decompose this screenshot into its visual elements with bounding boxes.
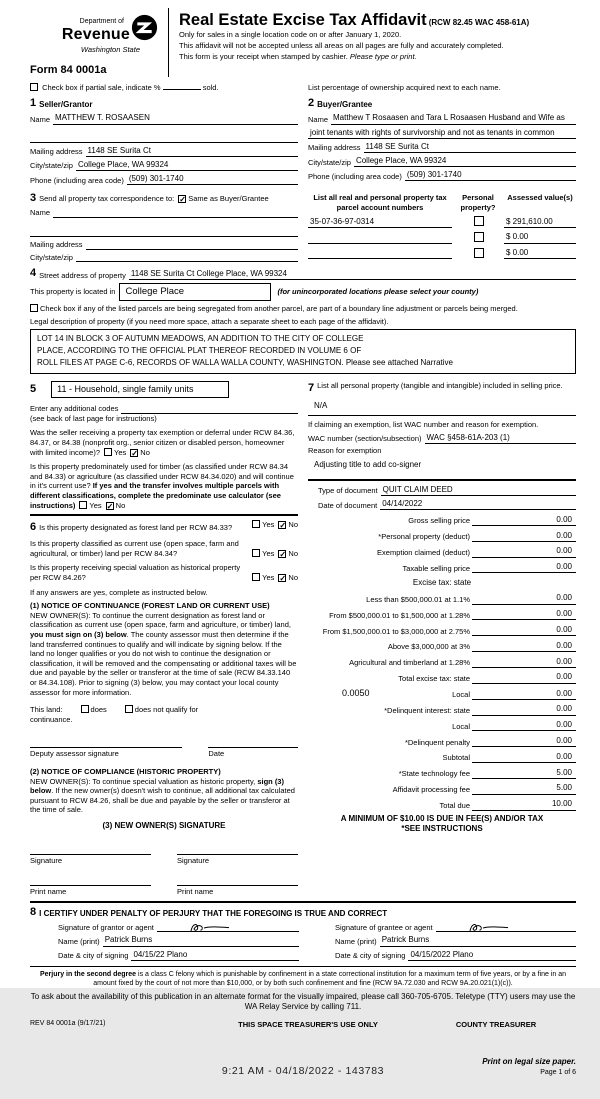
exemption-no-checkbox[interactable]: ✓ <box>131 448 138 458</box>
owner-printname-field[interactable] <box>30 876 151 886</box>
agricultural-field[interactable]: 0.00 <box>472 657 576 668</box>
timber-no-checkbox[interactable]: ✓ <box>106 501 114 511</box>
deputy-signature-field[interactable] <box>30 738 182 748</box>
location-select[interactable]: College Place <box>119 283 271 301</box>
grantor-signature-field[interactable] <box>157 922 299 932</box>
land-does-checkbox[interactable] <box>81 705 89 713</box>
money-row: Gross selling price 0.00 <box>308 515 576 526</box>
section-land-designation: 6 Is this property designated as forest land per RCW 84.33? Yes ✓ No Is this property classified as current use (open space, farm and agricultural, or timber) land per RCW 84.34? Yes ✓ No Is this property receiving special valuation as historical property per RCW 84.26? Yes ✓ No If any answers are yes, complete as instructed below. (1) NOTICE OF CONTINUANCE (FOREST LAND OR CURRENT USE) NEW OWNER(S): To continue the current designation as forest land or classification as current use (open space, farm and agriculture, or timber) land, you must sign on (3) below. The county assessor must then determine if the land transferred continues to qualify and will indicate by signing below. If the land no longer qualifies or you do not wish to continue the designation or classification, it will be removed and the compensating or additional taxes will be due and payable by the seller or transferor at the time of sale (RCW 84.33.140 or 84.34.108). Prior to signing (3) below, you may contact your local county assessor for more information. This land: does does not qualify for continuance. Deputy assessor signature Date (2) NOTICE OF COMPLIANCE (HISTORIC PROPERTY) NEW OWNER(S): To continue special valuation as historic property, sign (3) below. If the new owner(s) doesn't wish to continue, all additional tax calculated pursuant to RCW 84.26, shall be due and payable by the seller or transferor at the time of sale. (3) NEW OWNER(S) SIGNATURE Signature Signature Print name Print name <box>30 520 298 896</box>
grantee-printname-field[interactable]: Patrick Burns <box>380 935 576 946</box>
buyer-phone-field[interactable]: (509) 301-1740 <box>405 170 576 181</box>
seller-phone-field[interactable]: (509) 301-1740 <box>127 174 298 185</box>
document-date-field[interactable]: 04/14/2022 <box>380 499 576 510</box>
tier3-field[interactable]: 0.00 <box>472 625 576 636</box>
total-excise-state-field[interactable]: 0.00 <box>472 672 576 683</box>
deputy-date-field[interactable] <box>208 738 298 748</box>
money-row: Less than $500,000.01 at 1.1% 0.00 <box>308 593 576 604</box>
minimum-due-note: A MINIMUM OF $10.00 IS DUE IN FEE(S) AND/OR TAX <box>340 813 544 823</box>
page-title: Real Estate Excise Tax Affidavit <box>179 11 427 29</box>
forest-yes-checkbox[interactable] <box>252 520 260 528</box>
money-row: From $1,500,000.01 to $3,000,000 at 2.75% 0.00 <box>308 625 576 636</box>
tier4-field[interactable]: 0.00 <box>472 641 576 652</box>
legal-description-box[interactable]: LOT 14 IN BLOCK 3 OF AUTUMN MEADOWS, AN ADDITION TO THE CITY OF COLLEGE PLACE, ACCORDING TO THE OFFICIAL PLAT THEREOF RECORDED IN VOLUME 6 OF ROLL FILES AT PAGE C-6, RECORDS OF WALLA WALLA COUNTY, WASHINGTON. Please see attached Narrative <box>30 329 576 374</box>
revenue-wordmark: Revenue <box>61 25 130 43</box>
money-row: Affidavit processing fee 5.00 <box>308 783 576 794</box>
assessed-value-field[interactable]: $ 0.00 <box>504 248 576 259</box>
section-seller: 1 Seller/Grantor Name MATTHEW T. ROSAASEN Mailing address 1148 SE Surita Ct City/state/zip College Place, WA 99324 Phone (including area code) (509) 301-1740 <box>30 96 298 185</box>
grantor-date-field[interactable]: 04/15/22 Plano <box>131 950 299 961</box>
signature-glyph <box>189 922 233 933</box>
timber-question: Is this property predominately used for timber (as classified under RCW 84.34 and 84.33) or agriculture (as classified under RCW 84.34.020) and will continue in it's current use? If yes and the transfer involves multiple parcels with different classifications, complete the predominate use calculator (see instructions) Yes ✓ No <box>30 462 294 511</box>
county-treasurer-label: COUNTY TREASURER <box>455 1019 537 1029</box>
land-qualify-row: This land: does does not qualify for <box>30 705 199 715</box>
correspondence-city-field[interactable] <box>76 253 298 262</box>
additional-codes-field[interactable] <box>121 405 298 414</box>
delinquent-interest-local-field[interactable]: 0.00 <box>472 720 576 731</box>
affidavit-processing-fee-field[interactable]: 5.00 <box>472 783 576 794</box>
parcel-number-field[interactable] <box>308 249 452 259</box>
gross-selling-price-field[interactable]: 0.00 <box>472 515 576 526</box>
form-number: Form 84 0001a <box>30 63 107 76</box>
buyer-name2-field[interactable]: joint tenants with rights of survivorship and not as tenants in common <box>308 128 576 139</box>
state-technology-fee-field[interactable]: 5.00 <box>472 768 576 779</box>
section-property: 4 Street address of property 1148 SE Surita Ct College Place, WA 99324 This property is located in College Place (for unincorporated locations please select your county) Check box if any of the listed parcels are being segregated from another parcel, are part of a boundary line adjustment or parcels being merged. Legal description of property (if you need more space, attach a separate sheet to each page of the affidavit). LOT 14 IN BLOCK 3 OF AUTUMN MEADOWS, AN ADDITION TO THE CITY OF COLLEGE PLACE, ACCORDING TO THE OFFICIAL PLAT THEREOF RECORDED IN VOLUME 6 OF ROLL FILES AT PAGE C-6, RECORDS OF WALLA WALLA COUNTY, WASHINGTON. Please see attached Narrative <box>30 266 576 374</box>
land-use-code-select[interactable]: 11 - Household, single family units <box>51 381 229 399</box>
money-row: Total due 10.00 <box>308 799 576 810</box>
signature-glyph <box>468 922 512 933</box>
certify-heading: 8 I CERTIFY UNDER PENALTY OF PERJURY THAT THE FOREGOING IS TRUE AND CORRECT <box>30 906 388 919</box>
subtitle-line2: This affidavit will not be accepted unless all areas on all pages are fully and accurately completed. <box>179 40 504 50</box>
agency-logo-block <box>30 8 162 77</box>
parcel-number-field[interactable]: 35-07-36-97-0314 <box>308 217 452 228</box>
new-owners-signature-title: (3) NEW OWNER(S) SIGNATURE <box>102 820 226 830</box>
partial-sale-row <box>30 83 576 93</box>
delinquent-penalty-field[interactable]: 0.00 <box>472 736 576 747</box>
title-block <box>168 8 576 77</box>
treasurer-band <box>30 1020 576 1030</box>
seller-name-field[interactable]: MATTHEW T. ROSAASEN <box>53 113 298 124</box>
buyer-name-field[interactable]: Matthew T Rosaasen and Tara L Rosaasen Husband and Wife as <box>331 113 576 124</box>
local-rate: 0.0050 <box>342 688 370 699</box>
see-instructions-note: *SEE INSTRUCTIONS <box>401 823 483 833</box>
deputy-assessor-row: Deputy assessor signature Date <box>30 738 298 759</box>
current-use-no-checkbox[interactable]: ✓ <box>279 549 287 559</box>
title-rcw-citation: (RCW 82.45 WAC 458-61A) <box>428 18 530 27</box>
exemption-yes-checkbox[interactable] <box>104 448 112 456</box>
buyer-title: Buyer/Grantee <box>317 100 373 110</box>
seller-name2-field[interactable] <box>30 134 298 143</box>
section-personal-property: 7 List all personal property (tangible and intangible) included in selling price. N/A If claiming an exemption, list WAC number and reason for exemption. WAC number (section/subsection) WAC §458-61A-203 (1) Reason for exemption Adjusting title to add co-signer <box>308 381 576 481</box>
historical-yes-checkbox[interactable] <box>252 573 260 581</box>
legal-description-label: Legal description of property (if you need more space, attach a separate sheet to each page of the affidavit). <box>30 316 389 326</box>
section-excise-tax: Type of document QUIT CLAIM DEED Date of document 04/14/2022 Gross selling price 0.00 *Personal property (deduct) 0.00 Exemption claimed (deduct) 0.00 Taxable selling price 0.00 Excise tax: state Less than $500,000.01 at 1.1% 0.00 From $500,000.01 to $1,500,000 at 1.28% 0.00 From $1,500,000.01 to $3,000,000 at 2.75% 0.00 Above $3,000,000 at 3% 0.00 Agricultural and timberland at 1.28% 0.00 Total excise tax: state 0.00 0.0050 Local 0.00 *Delinquent interest: state 0.00 Local 0.00 *Delinquent penalty 0.00 Subtotal 0.00 *State technology fee 5.00 Affidavit processing fee 5.00 Total due 10.00 A MINIMUM OF $10.00 IS DUE IN FEE(S) AND/OR TAX *SEE INSTRUCTIONS <box>308 485 576 834</box>
notice-continuance-body: NEW OWNER(S): To continue the current designation as forest land or classification as current use (open space, farm and agriculture, or timber) land, you must sign on (3) below. The county assessor must then determine if the land transferred continues to qualify and will indicate by signing below. If the land no longer qualifies or you do not wish to continue the designation or classification, it will be removed and the compensating or additional taxes will be due and payable by the seller or transferor at the time of sale (RCW 84.33.140 or 84.34.108). Prior to signing (3) below, you may contact your local county assessor for more information. <box>30 610 297 697</box>
personal-property-checkbox[interactable] <box>474 248 484 258</box>
washington-state-label: Washington State <box>80 44 140 54</box>
unincorporated-note: (for unincorporated locations please select your county) <box>277 287 479 297</box>
parcel-table <box>308 189 576 262</box>
same-as-buyer-checkbox[interactable]: ✓ <box>179 195 186 205</box>
section-signatures: Signature of grantor or agent Name (print) Patrick Burns Date & city of signing 04/15/22 Plano Signature of grantee or agent Name (print) Patrick Burns Date & city of signing 04/15/2022 Plano <box>30 919 576 960</box>
assessed-value-field[interactable]: $ 291,610.00 <box>504 217 576 228</box>
owner-printname-field[interactable] <box>177 876 298 886</box>
money-row: *Delinquent interest: state 0.00 <box>308 704 576 715</box>
ownership-note: List percentage of ownership acquired next to each name. <box>308 82 501 92</box>
tty-notice: To ask about the availability of this publication in an alternate format for the visually impaired, please call 360-705-6705. Teletype (TTY) users may use the WA Relay Service by calling 711. <box>30 991 576 1012</box>
buyer-city-field[interactable]: College Place, WA 99324 <box>354 156 576 167</box>
money-row: *State technology fee 5.00 <box>308 768 576 779</box>
parcel-row <box>308 216 576 228</box>
segregated-label: Check box if any of the listed parcels are being segregated from another parcel, are part of a boundary line adjustment or parcels being merged. <box>40 304 518 314</box>
exemption-reason-value[interactable]: Adjusting title to add co-signer <box>314 460 422 470</box>
money-row: *Delinquent penalty 0.00 <box>308 736 576 747</box>
money-row: *Personal property (deduct) 0.00 <box>308 531 576 542</box>
section-buyer: 2 Buyer/Grantee Name Matthew T Rosaasen and Tara L Rosaasen Husband and Wife as joint tenants with rights of survivorship and not as tenants in common Mailing address 1148 SE Surita Ct City/state/zip College Place, WA 99324 Phone (including area code) (509) 301-1740 <box>308 96 576 185</box>
print-note: Print on legal size paper. <box>482 1057 576 1067</box>
same-as-buyer-label: Same as Buyer/Grantee <box>188 194 269 204</box>
money-row: Agricultural and timberland at 1.28% 0.00 <box>308 657 576 668</box>
local-tax-field[interactable]: 0.00 <box>472 689 576 700</box>
grantee-signature-field[interactable] <box>436 922 576 932</box>
owner-signature-row: Signature Signature <box>30 845 298 866</box>
sold-label: sold. <box>202 82 219 92</box>
revenue-logo-icon <box>131 14 158 44</box>
page-indicator: Page 1 of 6 <box>540 1069 576 1077</box>
tier1-field[interactable]: 0.00 <box>472 593 576 604</box>
partial-sale-checkbox[interactable] <box>30 83 38 91</box>
notice-compliance-body: NEW OWNER(S): To continue special valuation as historic property, sign (3) below. If the new owner(s) doesn't wish to continue, all additional tax calculated pursuant to RCW 84.26, shall be due and payable by the seller or transferor at the time of sale. <box>30 776 295 815</box>
correspondence-name2-field[interactable] <box>30 228 298 237</box>
money-row: Subtotal 0.00 <box>308 752 576 763</box>
dept-of-label: Department of <box>79 18 124 25</box>
notice-compliance-title: (2) NOTICE OF COMPLIANCE (HISTORIC PROPERTY) <box>30 766 221 776</box>
tier2-field[interactable]: 0.00 <box>472 609 576 620</box>
assessed-value-col-header: Assessed value(s) <box>507 193 573 203</box>
assessed-value-field[interactable]: $ 0.00 <box>504 232 576 243</box>
seller-city-field[interactable]: College Place, WA 99324 <box>76 160 298 171</box>
seller-title: Seller/Grantor <box>39 100 93 110</box>
taxable-selling-price-field[interactable]: 0.00 <box>472 562 576 573</box>
timber-yes-checkbox[interactable] <box>79 501 87 509</box>
historical-no-checkbox[interactable]: ✓ <box>279 574 287 583</box>
land-does-not-checkbox[interactable] <box>125 705 133 713</box>
money-row: Local 0.00 <box>308 720 576 731</box>
parcel-row <box>308 248 576 260</box>
grantee-date-field[interactable]: 04/15/2022 Plano <box>408 950 576 961</box>
street-address-field[interactable]: 1148 SE Surita Ct College Place, WA 99324 <box>129 269 576 280</box>
section-correspondence: 3 Send all property tax correspondence to: ✓ Same as Buyer/Grantee Name Mailing address City/state/zip <box>30 189 298 262</box>
personal-property-deduct-field[interactable]: 0.00 <box>472 531 576 542</box>
rev-number: REV 84 0001a (9/17/21) <box>30 1019 106 1027</box>
correspondence-name-field[interactable] <box>53 209 298 218</box>
subtitle-line3: This form is your receipt when stamped by cashier. Please type or print. <box>179 51 417 61</box>
exemption-claimed-field[interactable]: 0.00 <box>472 546 576 557</box>
seller-mailing-field[interactable]: 1148 SE Surita Ct <box>86 146 298 157</box>
money-row: From $500,000.01 to $1,500,000 at 1.28% 0.00 <box>308 609 576 620</box>
perjury-notice: Perjury in the second degree is a class C felony which is punishable by confinement in a state correctional institution for a maximum term of five years, or by a fine in an amount fixed by the court of not more than $10,000, or by both such confinement and fine (RCW 9A.72.030 and RCW 9A.20.021(1)(c)). <box>39 970 566 988</box>
excise-state-header: Excise tax: state <box>412 578 472 588</box>
parcel-row <box>308 232 576 244</box>
parcel-col-header: List all real and personal property tax parcel account numbers <box>313 193 447 212</box>
partial-sale-label: Check box if partial sale, indicate % <box>42 82 161 92</box>
money-row: Taxable selling price 0.00 <box>308 562 576 573</box>
money-row: Above $3,000,000 at 3% 0.00 <box>308 641 576 652</box>
owner-signature-field[interactable] <box>177 845 298 855</box>
personal-property-checkbox[interactable] <box>474 232 484 242</box>
correspondence-mailing-field[interactable] <box>86 241 298 250</box>
owner-signature-field[interactable] <box>30 845 151 855</box>
section-use-code: 5 11 - Household, single family units Enter any additional codes (see back of last page for instructions) Was the seller receiving a property tax exemption or deferral under RCW 84.36, 84.37, or 84.38 (nonprofit org., senior citizen or disabled person, homeowner with limited income)? Yes ✓ No Is this property predominately used for timber (as classified under RCW 84.34 and 84.33) or agriculture (as classified under RCW 84.34.020) and will continue in it's current use? If yes and the transfer involves multiple parcels with different classifications, complete the predominate use calculator (see instructions) Yes ✓ No <box>30 381 298 510</box>
subtotal-field[interactable]: 0.00 <box>472 752 576 763</box>
stamp-band <box>30 1053 576 1099</box>
grantor-printname-field[interactable]: Patrick Burns <box>103 935 299 946</box>
exemption-note: If claiming an exemption, list WAC number and reason for exemption. <box>308 420 539 429</box>
money-row: Exemption claimed (deduct) 0.00 <box>308 546 576 557</box>
treasurer-space-label: THIS SPACE TREASURER'S USE ONLY <box>238 1019 378 1029</box>
percent-sold-field[interactable] <box>163 89 201 90</box>
document-type-field[interactable]: QUIT CLAIM DEED <box>381 485 576 496</box>
notice-continuance-title: (1) NOTICE OF CONTINUANCE (FOREST LAND OR CURRENT USE) <box>30 601 270 611</box>
delinquent-interest-state-field[interactable]: 0.00 <box>472 704 576 715</box>
segregated-checkbox[interactable] <box>30 304 38 312</box>
forest-no-checkbox[interactable]: ✓ <box>279 521 287 531</box>
owner-printname-row: Print name Print name <box>30 876 298 897</box>
personal-property-col-header: Personal property? <box>460 193 496 212</box>
personal-property-checkbox[interactable] <box>474 216 484 226</box>
subtitle-line1: Only for sales in a single location code on or after January 1, 2020. <box>179 30 402 40</box>
personal-property-label: List all personal property (tangible and intangible) included in selling price. <box>317 380 563 390</box>
exemption-question: Was the seller receiving a property tax exemption or deferral under RCW 84.36, 84.37, or 84.38 (nonprofit org., senior citizen or disabled person, homeowner with limited income)? Yes ✓ No <box>30 428 295 458</box>
total-due-field[interactable]: 10.00 <box>472 799 576 810</box>
money-row: Total excise tax: state 0.00 <box>308 672 576 683</box>
wac-number-field[interactable]: WAC §458-61A-203 (1) <box>425 433 576 444</box>
cashier-timestamp: 9:21 AM - 04/18/2022 - 143783 <box>221 1065 385 1078</box>
personal-property-value[interactable]: N/A <box>314 400 328 410</box>
current-use-yes-checkbox[interactable] <box>252 549 260 557</box>
buyer-mailing-field[interactable]: 1148 SE Surita Ct <box>364 142 576 153</box>
header <box>30 8 576 77</box>
parcel-number-field[interactable] <box>308 234 452 244</box>
money-row-local: 0.0050 Local 0.00 <box>308 688 576 700</box>
